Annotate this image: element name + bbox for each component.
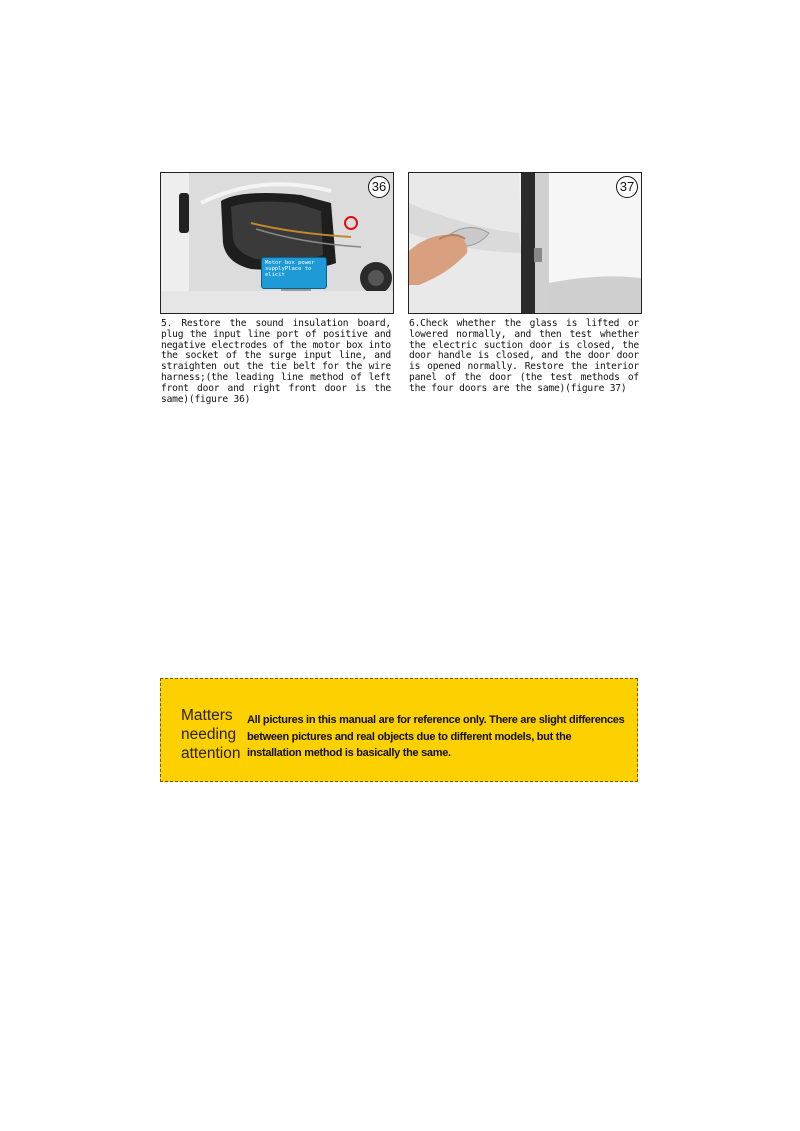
figure-36-photo (160, 172, 394, 314)
step-6-caption: 6.Check whether the glass is lifted or lowered normally, and then test whether the electric suction door is closed, the door handle is closed, and the door door is opened normally. Restore the interior panel of the door (the test methods of the four doors are the same)(figure 37) (409, 318, 639, 394)
step-5-caption: 5. Restore the sound insulation board, plug the input line port of positive and negative electrodes of the motor box into the socket of the surge input line, and straighten out the tie belt for the wire harness;(the leading line method of left front door and right front door is the same)(figure 36) (161, 318, 391, 405)
door-interior-photo (161, 173, 393, 313)
figure-number-badge: 37 (616, 176, 638, 198)
notice-title-line: attention (181, 745, 241, 762)
attention-notice-box (160, 678, 638, 782)
door-handle-photo (409, 173, 641, 313)
figure-37-photo (408, 172, 642, 314)
figure-number-badge: 36 (368, 176, 390, 198)
motor-box-callout: Motor box power supplyPlace to elicit (261, 257, 327, 289)
notice-body-text: All pictures in this manual are for reference only. There are slight differences between pictures and real objects due to different models, but the installation method is basically the same. (247, 714, 625, 759)
notice-title (181, 706, 251, 763)
notice-title-line: Matters (181, 707, 233, 724)
notice-title-line: needing (181, 726, 237, 743)
